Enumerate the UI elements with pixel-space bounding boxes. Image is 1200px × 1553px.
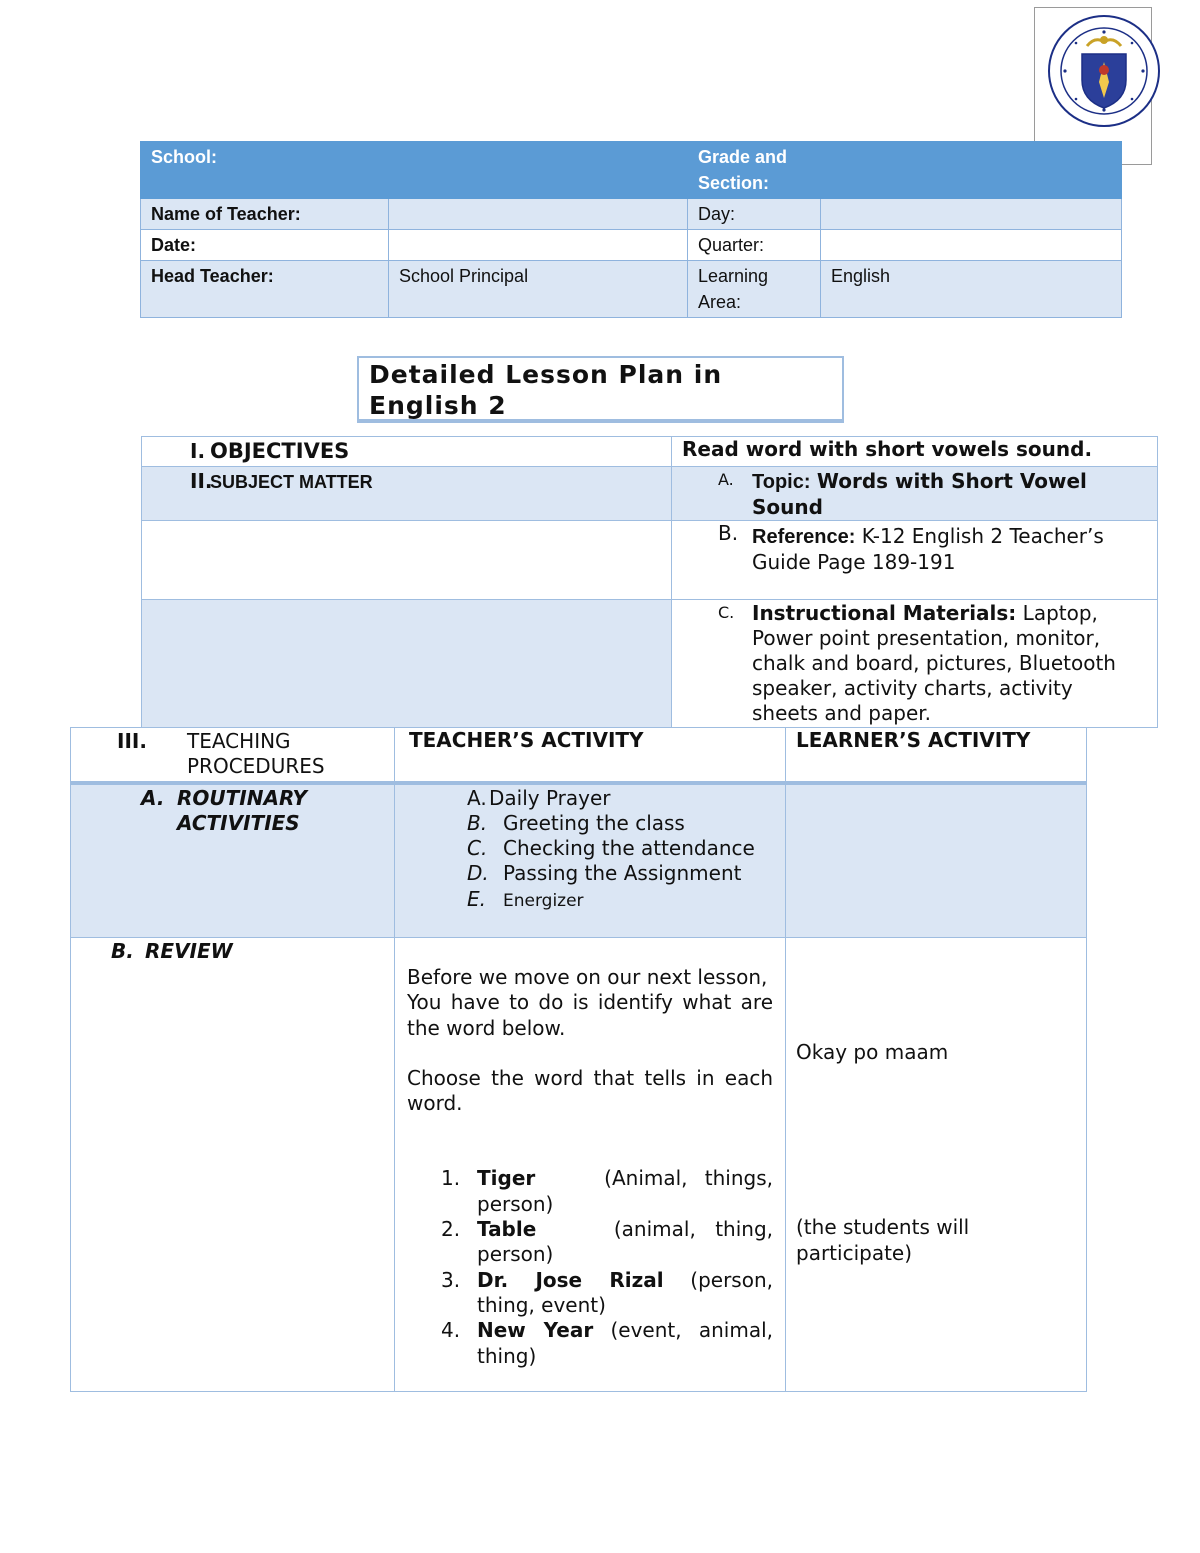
routine-letter: A. — [467, 785, 487, 810]
subject-matter-label: SUBJECT MATTER — [210, 472, 373, 492]
review-intro-2: You have to do is identify what are the word below. — [407, 990, 773, 1040]
review-word-item — [395, 1318, 785, 1369]
deped-seal-icon — [1045, 12, 1163, 130]
day-label: Day: — [688, 199, 821, 230]
routine-text: Checking the attendance — [503, 836, 755, 861]
routinary-letter: A. — [141, 785, 165, 810]
topic-value: Words with Short Vowel Sound — [752, 469, 1087, 519]
routine-text: Energizer — [503, 890, 584, 911]
review-word-number: 4. — [441, 1318, 461, 1343]
routine-text: Greeting the class — [503, 810, 685, 835]
learner-activity-header: LEARNER’S ACTIVITY — [786, 728, 1087, 783]
review-heading — [71, 938, 395, 1392]
review-label: REVIEW — [145, 939, 233, 963]
topic-label: Topic: — [752, 471, 811, 493]
learning-area-label: Learning Area: — [688, 261, 821, 318]
grade-section-value — [821, 142, 1122, 199]
routine-item — [395, 811, 785, 836]
routine-letter: B. — [467, 810, 488, 835]
objectives-value: Read word with short vowels sound. — [672, 437, 1158, 467]
school-info-table — [140, 141, 1122, 318]
learner-reply: Okay po maam — [796, 1040, 949, 1064]
review-teacher-cell — [395, 938, 786, 1392]
grade-section-label: Grade and Section: — [688, 142, 821, 199]
reference-letter: B. — [718, 521, 739, 545]
teacher-value — [389, 199, 688, 230]
review-learner-cell — [786, 938, 1087, 1392]
topic-letter: A. — [718, 470, 734, 489]
materials-left-cell — [142, 600, 672, 728]
review-word-number: 2. — [441, 1217, 461, 1242]
routinary-heading — [71, 783, 395, 938]
head-teacher-value: School Principal — [389, 261, 688, 318]
quarter-value — [821, 230, 1122, 261]
review-word: Tiger — [477, 1166, 536, 1191]
head-teacher-label: Head Teacher: — [141, 261, 389, 318]
subject-matter-numeral: II. — [190, 469, 213, 493]
school-label: School: — [141, 142, 688, 199]
quarter-label: Quarter: — [688, 230, 821, 261]
routine-item — [395, 887, 785, 914]
routine-text: Daily Prayer — [489, 785, 611, 810]
review-word-choices: (person, thing, event) — [477, 1267, 773, 1317]
materials-value: Laptop, Power point presentation, monitor, chalk and board, pictures, Bluetooth speaker, activity charts, activity sheets and paper. — [752, 601, 1116, 725]
routine-item — [395, 861, 785, 886]
reference-item — [672, 521, 1158, 600]
review-word-number: 3. — [441, 1267, 461, 1292]
procedures-heading — [71, 728, 395, 783]
objectives-label: OBJECTIVES — [210, 439, 350, 463]
lesson-plan-title: Detailed Lesson Plan in English 2 — [357, 356, 844, 423]
materials-label: Instructional Materials: — [752, 601, 1017, 625]
review-word-choices: (animal, thing, person) — [477, 1217, 773, 1267]
review-word-choices: (event, animal, thing) — [477, 1318, 774, 1368]
review-word: New Year — [477, 1318, 594, 1343]
routine-item — [395, 786, 785, 811]
topic-item — [672, 467, 1158, 521]
review-word: Table — [477, 1217, 537, 1242]
reference-left-cell — [142, 521, 672, 600]
teacher-label: Name of Teacher: — [141, 199, 389, 230]
teaching-procedures-table — [70, 727, 1087, 1392]
review-word-item — [395, 1166, 785, 1217]
reference-value: K-12 English 2 Teacher’s Guide Page 189-191 — [752, 524, 1104, 574]
learner-participate: (the students will participate) — [796, 1215, 970, 1265]
reference-label: Reference: — [752, 526, 856, 548]
review-word-number: 1. — [441, 1166, 461, 1191]
review-word-item — [395, 1217, 785, 1268]
day-value — [821, 199, 1122, 230]
routinary-label: ROUTINARY ACTIVITIES — [177, 785, 307, 835]
objectives-heading — [142, 437, 672, 467]
review-word: Dr. Jose Rizal — [477, 1267, 664, 1292]
procedures-numeral: III. — [117, 729, 147, 753]
routine-letter: C. — [467, 836, 488, 861]
materials-item — [672, 600, 1158, 728]
review-word-item — [395, 1268, 785, 1319]
date-value — [389, 230, 688, 261]
objectives-table — [141, 436, 1158, 728]
materials-letter: C. — [718, 603, 735, 622]
objectives-numeral: I. — [190, 439, 206, 463]
date-label: Date: — [141, 230, 389, 261]
review-word-list — [395, 1166, 785, 1368]
procedures-label: TEACHING PROCEDURES — [187, 729, 325, 779]
routine-letter: E. — [467, 886, 486, 911]
review-intro-1: Before we move on our next lesson, — [407, 965, 768, 989]
routinary-teacher-cell — [395, 783, 786, 938]
learning-area-value: English — [821, 261, 1122, 318]
teacher-activity-header: TEACHER’S ACTIVITY — [395, 728, 786, 783]
routine-item — [395, 836, 785, 861]
routine-text: Passing the Assignment — [503, 861, 742, 886]
review-intro-3: Choose the word that tells in each word. — [407, 1065, 773, 1116]
review-word-choices: (Animal, things, person) — [477, 1166, 773, 1216]
review-letter: B. — [111, 939, 134, 963]
routine-letter: D. — [467, 861, 489, 886]
routinary-learner-cell — [786, 783, 1087, 938]
subject-matter-heading — [142, 467, 672, 521]
